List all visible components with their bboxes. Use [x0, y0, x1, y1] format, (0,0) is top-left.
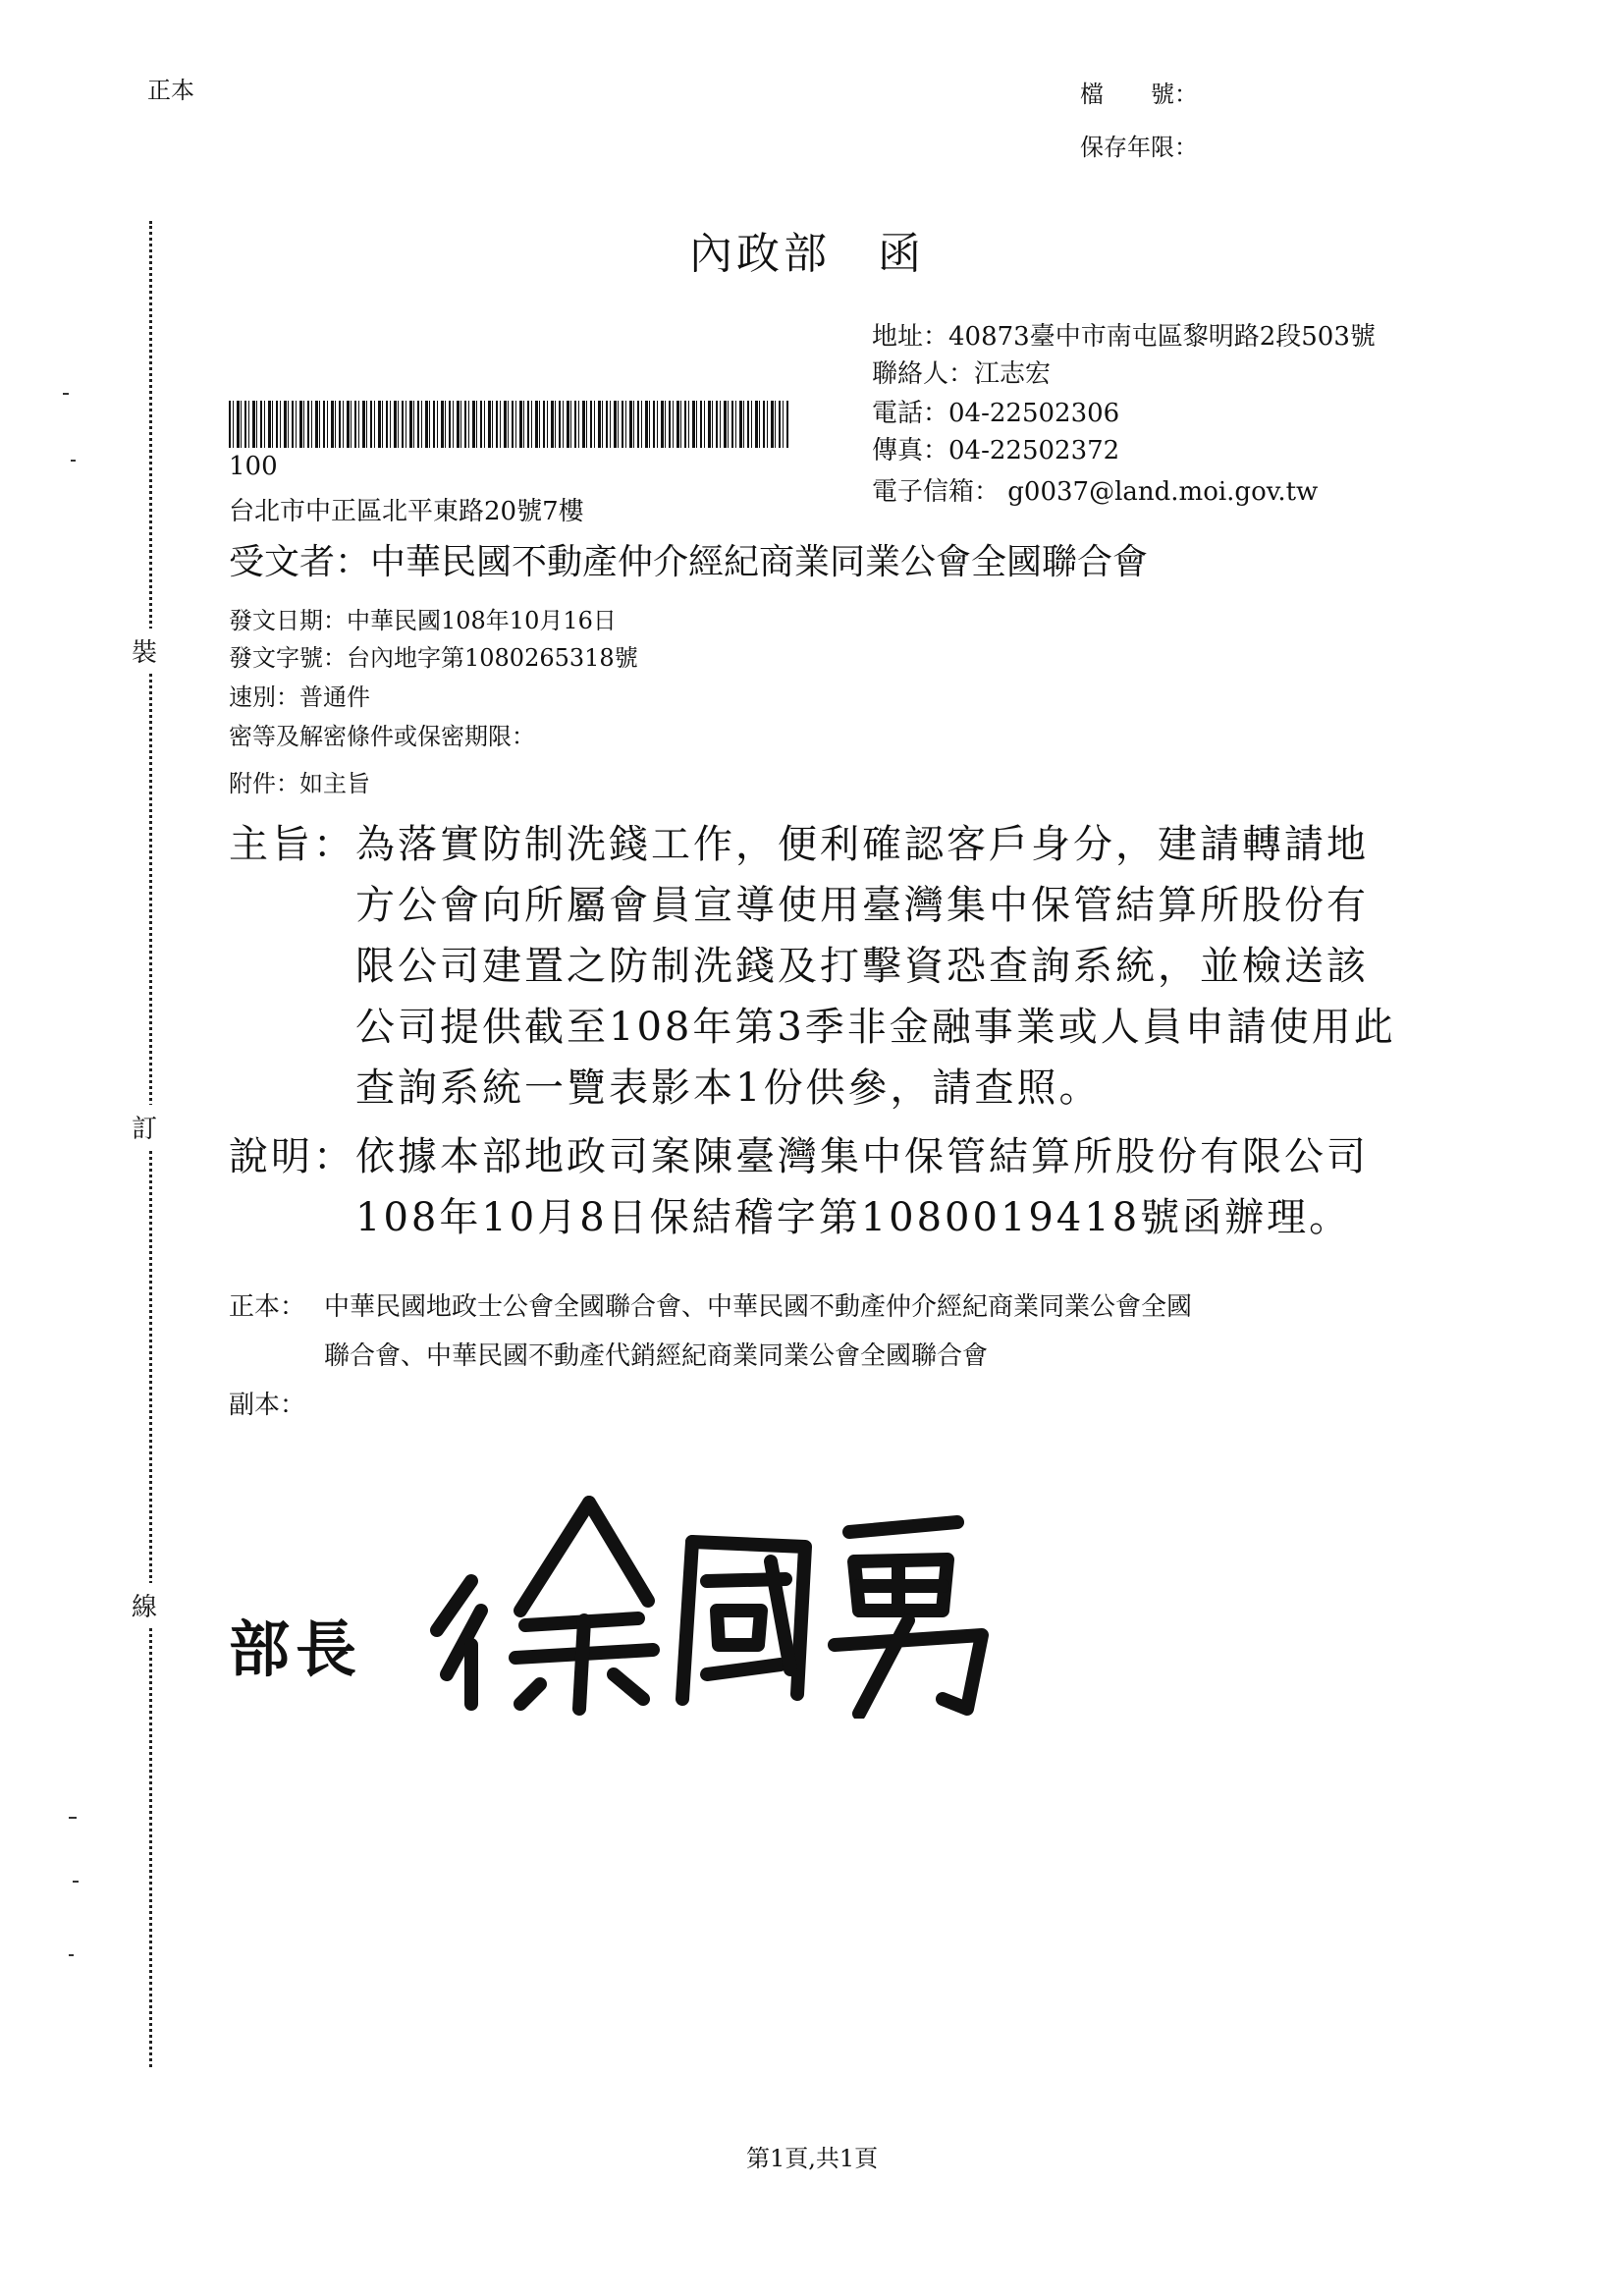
scan-speck: [69, 1817, 77, 1819]
scan-speck: [73, 1881, 79, 1883]
original-recipients-line-2: 聯合會、中華民國不動產代銷經紀商業同業公會全國聯合會: [324, 1341, 989, 1371]
subject-line-2: 方公會向所屬會員宣導使用臺灣集中保管結算所股份有: [355, 883, 1369, 928]
subject-line-1: 為落實防制洗錢工作，便利確認客戶身分，建請轉請地: [355, 822, 1369, 867]
scan-speck: [69, 1954, 74, 1956]
copy-type-label: 正本: [147, 77, 194, 104]
file-number-label: 檔 號：: [1080, 81, 1198, 108]
signature-handwriting: [412, 1463, 1001, 1719]
sender-phone: 電話：04-22502306: [872, 399, 1120, 428]
signatory-title: 部長: [229, 1613, 363, 1685]
document-number: 發文字號：台內地字第1080265318號: [229, 644, 638, 672]
recipient-zip: 100: [229, 452, 278, 481]
document-title: 內政部 函: [689, 229, 925, 279]
scan-speck: [71, 460, 76, 462]
attachment: 附件：如主旨: [229, 770, 370, 797]
sender-address: 地址：40873臺中市南屯區黎明路2段503號: [872, 322, 1376, 352]
binding-mark-xian: 線: [132, 1583, 157, 1627]
sender-fax: 傳真：04-22502372: [872, 436, 1120, 465]
issue-date: 發文日期：中華民國108年10月16日: [229, 607, 617, 634]
original-recipients-line-1: 中華民國地政士公會全國聯合會、中華民國不動產仲介經紀商業同業公會全國: [324, 1292, 1193, 1322]
page-number: 第1頁,共1頁: [746, 2145, 879, 2172]
explanation-line-1: 依據本部地政司案陳臺灣集中保管結算所股份有限公司: [355, 1134, 1369, 1179]
subject-line-4: 公司提供截至108年第3季非金融事業或人員申請使用此: [355, 1005, 1396, 1050]
original-recipients-label: 正本：: [229, 1292, 306, 1322]
scan-speck: [63, 393, 69, 395]
subject-label: 主旨：: [229, 822, 355, 867]
explanation-line-2: 108年10月8日保結稽字第1080019418號函辦理。: [355, 1195, 1352, 1240]
subject-line-3: 限公司建置之防制洗錢及打擊資恐查詢系統，並檢送該: [355, 944, 1369, 989]
recipient-line: 受文者：中華民國不動產仲介經紀商業同業公會全國聯合會: [229, 542, 1149, 582]
sender-email: 電子信箱： g0037@land.moi.gov.tw: [872, 477, 1319, 507]
recipient-address: 台北市中正區北平東路20號7樓: [229, 497, 584, 526]
binding-mark-zhuang: 裝: [132, 629, 157, 673]
delivery-speed: 速別：普通件: [229, 683, 370, 711]
retention-period-label: 保存年限：: [1080, 134, 1198, 161]
postal-barcode: [229, 401, 788, 448]
copy-recipients-label: 副本：: [229, 1391, 306, 1420]
binding-mark-ding: 訂: [132, 1105, 157, 1149]
secrecy-level: 密等及解密條件或保密期限：: [229, 723, 535, 750]
explanation-label: 說明：: [229, 1134, 355, 1179]
subject-line-5: 查詢系統一覽表影本1份供參，請查照。: [355, 1066, 1102, 1111]
sender-contact: 聯絡人：江志宏: [872, 359, 1052, 389]
